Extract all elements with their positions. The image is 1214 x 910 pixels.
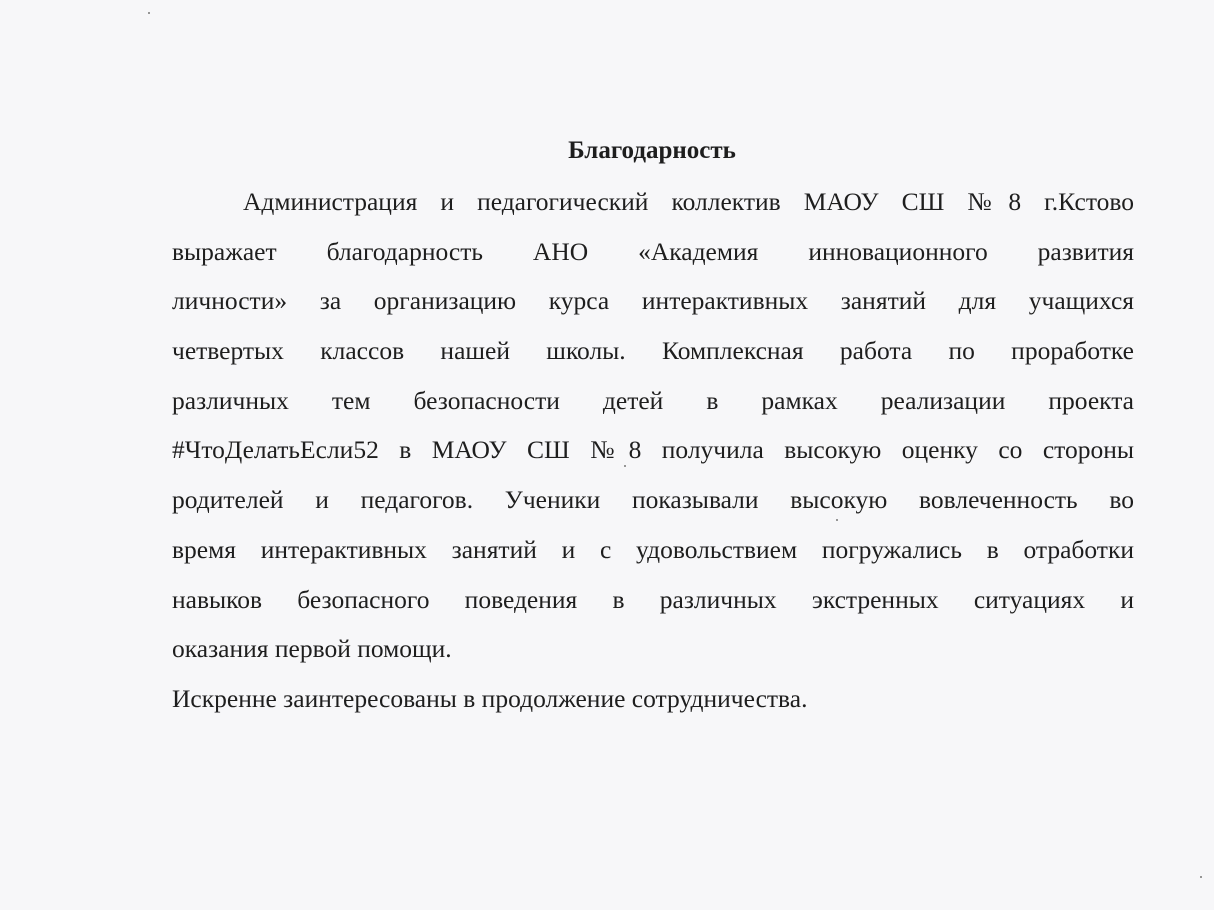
body-line-8: время интерактивных занятий и с удовольствием погружались в отработки xyxy=(172,534,1134,564)
body-line-5: различных тем безопасности детей в рамках реализации проекта xyxy=(172,385,1134,415)
body-line-3: личности» за организацию курса интерактивных занятий для учащихся xyxy=(172,286,1134,316)
letter-body xyxy=(172,177,1134,724)
body-line-2: выражает благодарность АНО «Академия инновационного развития xyxy=(172,236,1134,266)
body-line-1: Администрация и педагогический коллектив МАОУ СШ №8 г.Кстово xyxy=(243,187,1134,216)
scan-speck xyxy=(836,519,838,521)
body-line-7: родителей и педагогов. Ученики показывали высокую вовлеченность во xyxy=(172,485,1134,515)
body-line-6: #ЧтоДелатьЕсли52 в МАОУ СШ №8 получила высокую оценку со стороны xyxy=(172,435,1134,465)
closing-line: Искренне заинтересованы в продолжение сотрудничества. xyxy=(172,683,808,713)
body-line-4: четвертых классов нашей школы. Комплексная работа по проработке xyxy=(172,336,1134,366)
page-title: Благодарность xyxy=(568,137,736,164)
scan-speck xyxy=(1200,876,1202,878)
body-line-9: навыков безопасного поведения в различных экстренных ситуациях и xyxy=(172,584,1134,614)
scan-speck xyxy=(148,12,150,14)
body-line-10: оказания первой помощи. xyxy=(172,634,452,664)
scan-speck xyxy=(624,465,626,467)
